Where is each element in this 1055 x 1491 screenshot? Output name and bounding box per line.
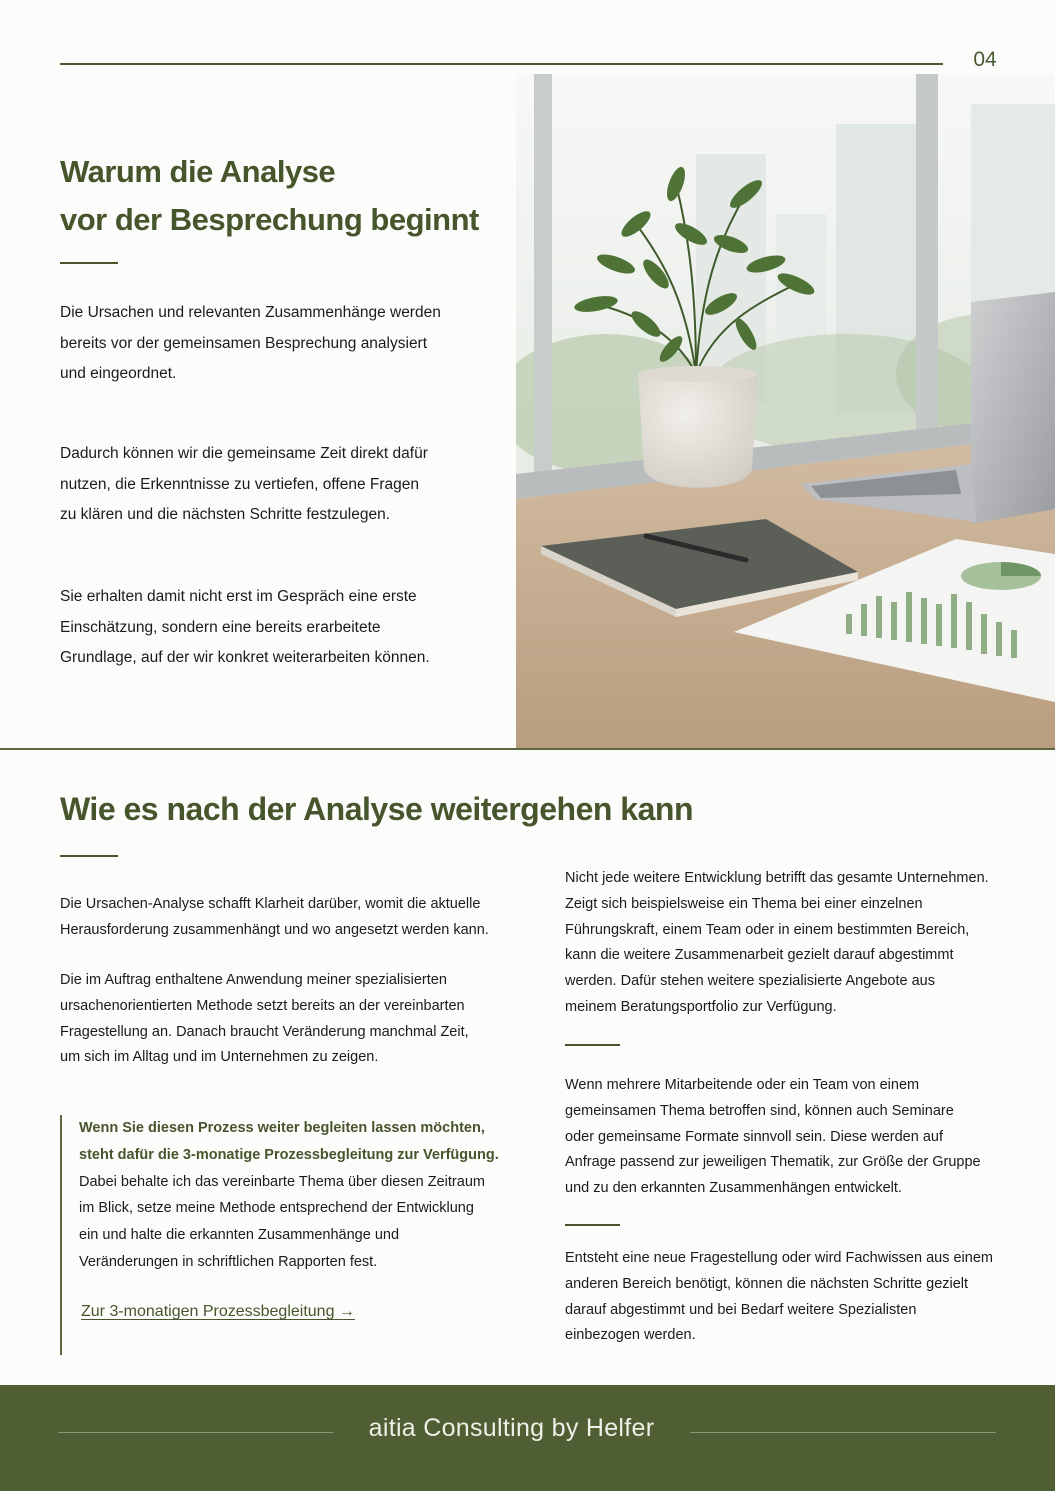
text-line: meinem Beratungsportfolio zur Verfügung. bbox=[565, 998, 837, 1015]
section1-accent-line bbox=[60, 262, 118, 264]
text-line: Die im Auftrag enthaltene Anwendung meiner spezialisierten bbox=[60, 972, 447, 988]
text-line: gemeinsamen Thema betroffen sind, können auch Seminare bbox=[565, 1102, 954, 1119]
text-line: Dadurch können wir die gemeinsame Zeit direkt dafür bbox=[60, 445, 428, 462]
text-line: im Blick, setze meine Methode entsprechend der Entwicklung bbox=[79, 1200, 474, 1217]
text-line: Fragestellung an. Danach braucht Veränderung manchmal Zeit, bbox=[60, 1023, 469, 1040]
right-paragraph-1 bbox=[565, 866, 1015, 1021]
text-line: Zeigt sich beispielsweise ein Thema bei einer einzelnen bbox=[565, 895, 923, 912]
text-line: Anfrage passend zur jeweiligen Thematik, zur Größe der Gruppe bbox=[565, 1154, 981, 1171]
text-line: um sich im Alltag und im Unternehmen zu zeigen. bbox=[60, 1049, 379, 1066]
section1-title bbox=[60, 148, 500, 244]
text-line: Dabei behalte ich das vereinbarte Thema über diesen Zeitraum bbox=[79, 1173, 485, 1190]
text-line: zu klären und die nächsten Schritte festzulegen. bbox=[60, 506, 391, 523]
text-line: Führungskraft, einem Team oder in einem bestimmten Bereich, bbox=[565, 921, 970, 938]
text-line: Wenn mehrere Mitarbeitende oder ein Team von einem bbox=[565, 1077, 920, 1093]
right-paragraph-3 bbox=[565, 1246, 1015, 1349]
callout-bold-line: Wenn Sie diesen Prozess weiter begleiten lassen möchten, bbox=[79, 1120, 485, 1136]
top-divider bbox=[60, 63, 943, 65]
right-divider-1 bbox=[565, 1044, 620, 1046]
text-line: und zu den erkannten Zusammenhängen entwickelt. bbox=[565, 1180, 902, 1197]
footer-bar bbox=[0, 1385, 1055, 1491]
text-line: Nicht jede weitere Entwicklung betrifft das gesamte Unternehmen. bbox=[565, 870, 989, 886]
footer-line-left bbox=[58, 1432, 333, 1433]
text-line: darauf abgestimmt und bei Bedarf weitere Spezialisten bbox=[565, 1301, 917, 1318]
left-paragraph-1 bbox=[60, 892, 530, 944]
text-line: nutzen, die Erkenntnisse zu vertiefen, offene Fragen bbox=[60, 475, 420, 493]
text-line: Veränderungen in schriftlichen Rapporten fest. bbox=[79, 1253, 378, 1270]
section1-paragraph-2 bbox=[60, 439, 500, 531]
text-line: werden. Dafür stehen weitere spezialisierte Angebote aus bbox=[565, 973, 935, 990]
process-support-link[interactable]: Zur 3-monatigen Prozessbegleitung → bbox=[81, 1303, 355, 1320]
left-paragraph-2 bbox=[60, 968, 530, 1071]
section1-paragraph-3 bbox=[60, 582, 500, 674]
text-line: oder gemeinsame Formate sinnvoll sein. Diese werden auf bbox=[565, 1128, 943, 1145]
section-divider bbox=[0, 748, 1055, 750]
section1-title-line1: Warum die Analyse bbox=[60, 154, 336, 189]
text-line: kann die weitere Zusammenarbeit gezielt darauf abgestimmt bbox=[565, 947, 954, 964]
text-line: bereits vor der gemeinsamen Besprechung analysiert bbox=[60, 334, 428, 352]
section1-title-line2: vor der Besprechung beginnt bbox=[60, 202, 479, 237]
process-support-callout bbox=[60, 1115, 510, 1355]
text-line: ein und halte die erkannten Zusammenhänge und bbox=[79, 1227, 400, 1244]
text-line: Entsteht eine neue Fragestellung oder wird Fachwissen aus einem bbox=[565, 1250, 993, 1266]
section1-paragraph-1 bbox=[60, 298, 500, 390]
text-line: anderen Bereich benötigt, können die nächsten Schritte gezielt bbox=[565, 1275, 969, 1292]
text-line: Einschätzung, sondern eine bereits erarbeitete bbox=[60, 618, 381, 636]
text-line: Herausforderung zusammenhängt und wo angesetzt werden kann. bbox=[60, 921, 489, 938]
office-desk-illustration bbox=[516, 74, 1055, 749]
text-line: Die Ursachen und relevanten Zusammenhänge werden bbox=[60, 304, 441, 321]
text-line: ursachenorientierten Methode setzt bereits an der vereinbarten bbox=[60, 997, 465, 1014]
right-paragraph-2 bbox=[565, 1073, 1015, 1202]
section2-title: Wie es nach der Analyse weitergehen kann bbox=[60, 791, 693, 827]
text-line: Sie erhalten damit nicht erst im Gespräch eine erste bbox=[60, 588, 417, 605]
text-line: Grundlage, auf der wir konkret weiterarbeiten können. bbox=[60, 649, 430, 666]
text-line: und eingeordnet. bbox=[60, 365, 177, 382]
right-divider-2 bbox=[565, 1224, 620, 1226]
footer-brand: aitia Consulting by Helfer bbox=[368, 1414, 655, 1442]
page-number: 04 bbox=[973, 48, 997, 71]
text-line: einbezogen werden. bbox=[565, 1327, 696, 1344]
footer-line-right bbox=[690, 1432, 996, 1433]
section2-accent-line bbox=[60, 855, 118, 857]
office-desk-photo bbox=[516, 74, 1055, 749]
text-line: Die Ursachen-Analyse schafft Klarheit darüber, womit die aktuelle bbox=[60, 896, 481, 912]
callout-text bbox=[79, 1115, 510, 1276]
callout-bold-line: steht dafür die 3-monatige Prozessbegleitung zur Verfügung. bbox=[79, 1146, 499, 1163]
